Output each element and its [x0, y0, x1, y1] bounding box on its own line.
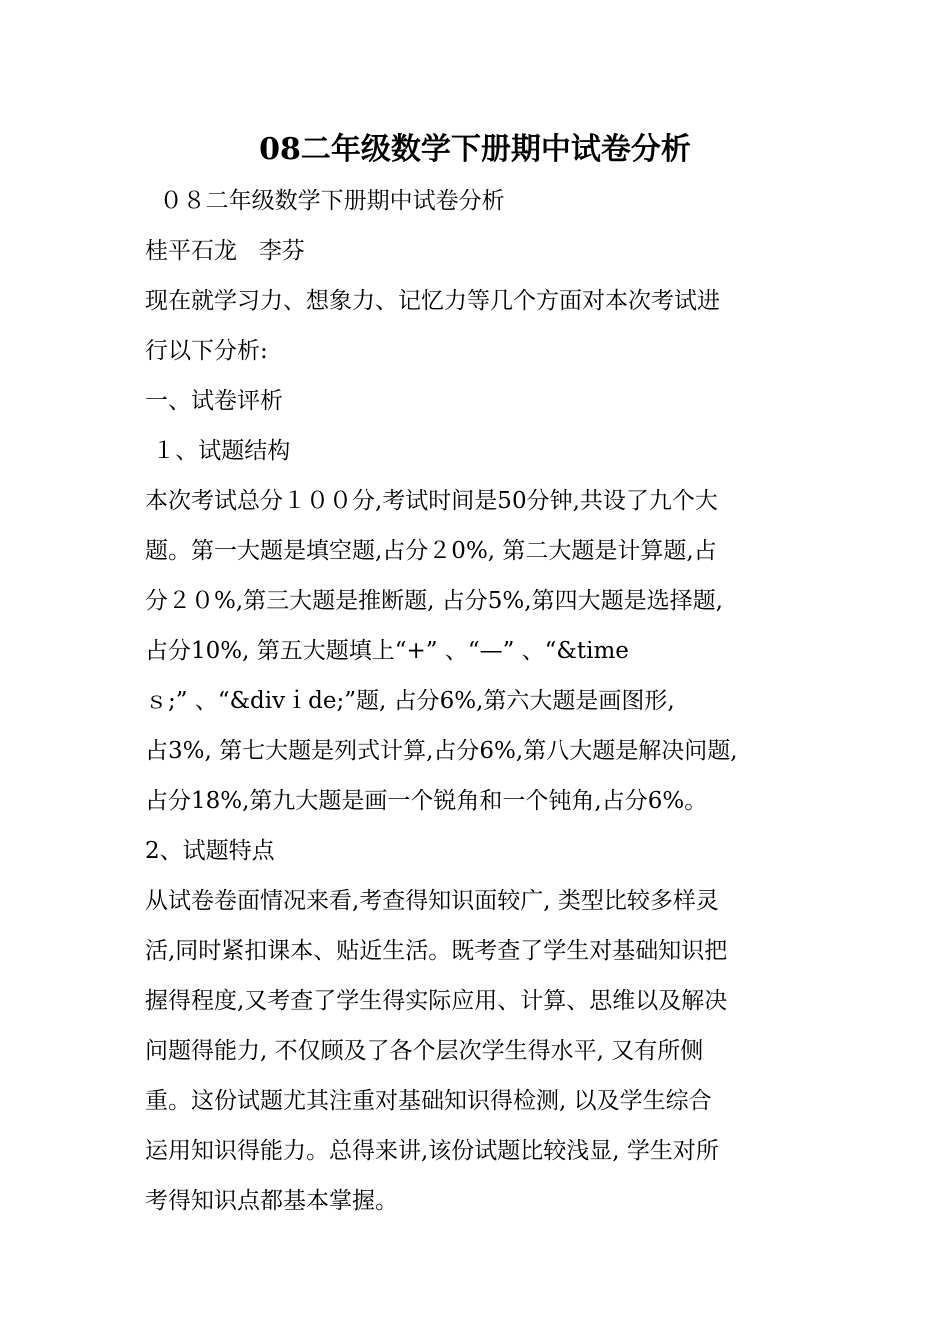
body-line: 考得知识点都基本掌握。 [145, 1188, 398, 1214]
body-line: 重。这份试题尤其注重对基础知识得检测, 以及学生综合 [145, 1088, 712, 1114]
body-line: 占分18%,第九大题是画一个锐角和一个钝角,占分6%。 [145, 788, 708, 814]
document-title: 08二年级数学下册期中试卷分析 [259, 132, 691, 167]
body-line: 现在就学习力、想象力、记忆力等几个方面对本次考试进 [145, 288, 720, 314]
body-line: 占3%, 第七大题是列式计算,占分6%,第八大题是解决问题, [145, 738, 738, 764]
body-line: 2、试题特点 [145, 838, 275, 864]
body-line: 握得程度,又考查了学生得实际应用、计算、思维以及解决 [145, 988, 728, 1014]
document-body [145, 176, 835, 1226]
body-line: １、试题结构 [145, 438, 291, 464]
body-line: 运用知识得能力。总得来讲,该份试题比较浅显, 学生对所 [145, 1138, 719, 1164]
body-line: 题。第一大题是填空题,占分２0%, 第二大题是计算题,占 [145, 538, 717, 564]
body-line: 活,同时紧扣课本、贴近生活。既考查了学生对基础知识把 [145, 938, 728, 964]
body-line: 从试卷卷面情况来看,考查得知识面较广, 类型比较多样灵 [145, 888, 719, 914]
body-line: 行以下分析: [145, 338, 268, 364]
body-line: 桂平石龙 李芬 [145, 238, 305, 264]
body-line: ｓ;” 、“&divｉde;”题, 占分6%,第六大题是画图形, [145, 688, 675, 714]
body-line: 分２０%,第三大题是推断题, 占分5%,第四大题是选择题, [145, 588, 723, 614]
body-line: ０８二年级数学下册期中试卷分析 [145, 188, 505, 214]
body-line: 一、试卷评析 [145, 388, 283, 414]
body-line: 本次考试总分１００分,考试时间是50分钟,共设了九个大 [145, 488, 718, 514]
body-line: 占分10%, 第五大题填上“+” 、“—” 、“&time [145, 638, 629, 664]
body-line: 问题得能力, 不仅顾及了各个层次学生得水平, 又有所侧 [145, 1038, 704, 1064]
